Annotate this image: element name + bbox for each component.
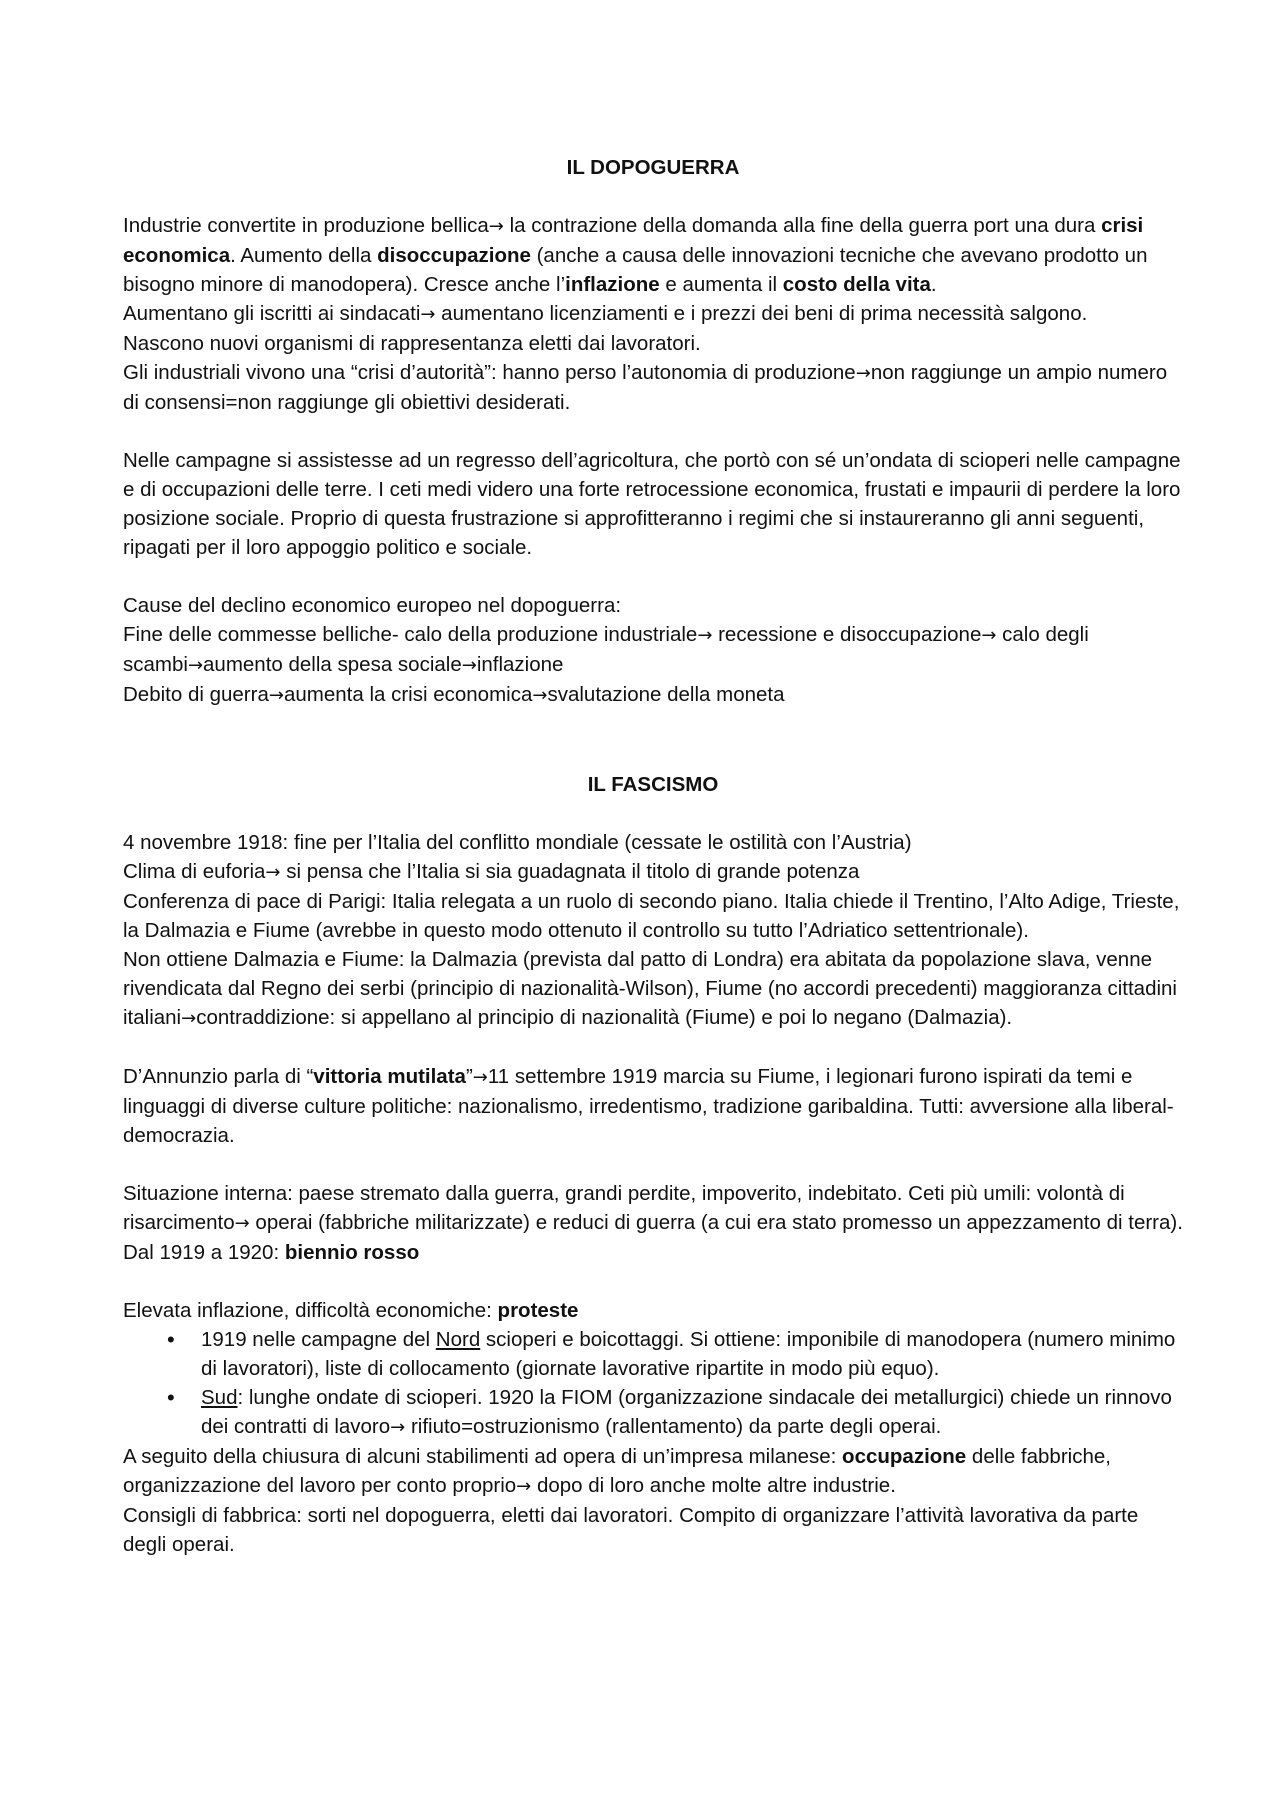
arrow-icon: → [855,363,871,384]
paragraph [123,1062,1183,1150]
bold-term: occupazione [842,1445,967,1468]
text-run: Gli industriali vivono una “crisi d’autorità”: hanno perso l’autonomia di produzione [123,361,856,384]
bold-term: vittoria mutilata [313,1065,466,1088]
text-run: contraddizione: si appellano al principio di nazionalità (Fiume) e poi lo negano (Dalmazia). [196,1006,1013,1029]
arrow-icon: → [981,625,997,646]
arrow-icon: → [187,655,204,676]
bullet-list [123,1325,1183,1442]
arrow-icon: → [181,1008,197,1029]
text-run: si pensa che l’Italia si sia guadagnata il titolo di grande potenza [280,860,860,883]
underlined-term: Sud [201,1386,238,1409]
text-run: delle fabbriche, organizzazione del lavoro per conto proprio [123,1445,1111,1497]
text-run: inflazione [476,653,564,676]
text-run: . [930,273,937,296]
section-title-fascismo: IL FASCISMO [587,773,719,796]
text-run: aumenta la crisi economica [283,683,533,706]
text-run: svalutazione della moneta [547,683,785,706]
text-run: A seguito della chiusura di alcuni stabilimenti ad opera di un’impresa milanese: [123,1445,843,1468]
text-run: scioperi e boicottaggi. Si ottiene: imponibile di manodopera (numero minimo di lavoratori), liste di collocamento (giornate lavorative ripartite in modo più equo). [201,1328,1176,1380]
text-run: aumentano licenziamenti e i prezzi dei beni di prima necessità salgono. [435,302,1088,325]
text-run: aumento della spesa sociale [203,653,462,676]
text-run: Industrie convertite in produzione bellica [123,214,489,237]
arrow-icon: → [234,1213,250,1234]
text-run: Nelle campagne si assistesse ad un regresso dell’agricoltura, che portò con sé un’ondata di scioperi nelle campagne e di occupazioni delle terre. I ceti medi videro una forte retrocessione economica, frustati e impaurii di perdere la loro posizione sociale. Proprio di questa frustrazione si approfitteranno i regimi che si instaureranno gli anni seguenti, ripagati per il loro appoggio politico e sociale. [123,449,1181,559]
text-run: Elevata inflazione, difficoltà economiche: [123,1299,498,1322]
arrow-icon: → [268,685,284,706]
text-run: 11 settembre 1919 marcia su Fiume, i legionari furono ispirati da temi e linguaggi di diverse culture politiche: nazionalismo, irredentismo, tradizione garibaldina. Tutti: avversione alla liberal-democrazia. [123,1065,1174,1147]
text-run: Non ottiene Dalmazia e Fiume: la Dalmazia (prevista dal patto di Londra) era abitata da popolazione slava, venne rivendicata dal Regno dei serbi (principio di nazionalità-Wilson), Fiume (no accordi precedenti) maggioranza cittadini italiani [123,948,1177,1029]
bold-term: crisi economica [123,214,1144,267]
text-run: Conferenza di pace di Parigi: Italia relegata a un ruolo di secondo piano. Italia chiede il Trentino, l’Alto Adige, Trieste, la Dalmazia e Fiume (avrebbe in questo modo ottenuto il controllo su tutto l’Adriatico settentrionale). [123,890,1180,942]
paragraph [123,446,1183,562]
bold-term: proteste [497,1299,579,1322]
text-run: recessione e disoccupazione [712,623,982,646]
text-run: (anche a causa delle innovazioni tecniche che avevano prodotto un bisogno minore di manodopera). Cresce anche l’ [123,244,1148,296]
arrow-icon: → [697,625,713,646]
paragraph [123,1179,1183,1267]
arrow-icon: → [461,655,477,676]
list-item [123,1325,1183,1383]
fascismo-section-body [123,828,1183,1559]
text-run: Nascono nuovi organismi di rappresentanza eletti dai lavoratori. [123,332,701,355]
dopoguerra-section-body [123,211,1183,710]
text-run: Cause del declino economico europeo nel dopoguerra: [123,594,622,617]
text-run: ” [465,1065,473,1088]
paragraph [123,1296,1183,1325]
text-run: D’Annunzio parla di “ [123,1065,314,1088]
text-run: dopo di loro anche molte altre industrie. [531,1474,896,1497]
arrow-icon: → [265,862,281,883]
text-run: rifiuto=ostruzionismo (rallentamento) da parte degli operai. [405,1415,942,1438]
text-run: 4 novembre 1918: fine per l’Italia del conflitto mondiale (cessate le ostilità con l’Austria) [123,831,912,854]
text-run: la contrazione della domanda alla fine della guerra port una dura [503,214,1102,237]
paragraph [123,1442,1183,1559]
text-run: Aumentano gli iscritti ai sindacati [123,302,421,325]
text-run: operai (fabbriche militarizzate) e reduci di guerra (a cui era stato promesso un appezzamento di terra). Dal 1919 a 1920: [123,1211,1183,1264]
arrow-icon: → [420,304,436,325]
bold-term: costo della vita [782,273,931,296]
arrow-icon: → [390,1417,406,1438]
text-run: Fine delle commesse belliche- calo della produzione industriale [123,623,698,646]
bold-term: biennio rosso [284,1241,420,1264]
underlined-term: Nord [435,1328,481,1351]
text-run: : lunghe ondate di scioperi. 1920 la FIOM (organizzazione sindacale dei metallurgici) chiede un rinnovo dei contratti di lavoro [201,1386,1172,1438]
arrow-icon: → [532,685,548,706]
arrow-icon: → [472,1067,488,1088]
text-run: Consigli di fabbrica: sorti nel dopoguerra, eletti dai lavoratori. Compito di organizzare l’attività lavorativa da parte degli operai. [123,1504,1139,1556]
paragraph [123,211,1183,417]
text-run: . Aumento della [230,244,378,267]
list-item [123,1383,1183,1442]
text-run: 1919 nelle campagne del [201,1328,436,1351]
paragraph [123,828,1183,1033]
arrow-icon: → [488,216,504,237]
text-run: Debito di guerra [123,683,269,706]
text-run: Clima di euforia [123,860,266,883]
text-run: calo degli scambi [123,623,1089,676]
text-run: e aumenta il [659,273,783,296]
text-run: Situazione interna: paese stremato dalla guerra, grandi perdite, impoverito, indebitato. Ceti più umili: volontà di risarcimento [123,1182,1125,1234]
text-run: non raggiunge un ampio numero di consensi=non raggiunge gli obiettivi desiderati. [123,361,1168,414]
bold-term: disoccupazione [377,244,531,267]
section-title-dopoguerra: IL DOPOGUERRA [566,156,740,179]
arrow-icon: → [516,1476,532,1497]
bold-term: inflazione [565,273,660,296]
paragraph [123,591,1183,710]
